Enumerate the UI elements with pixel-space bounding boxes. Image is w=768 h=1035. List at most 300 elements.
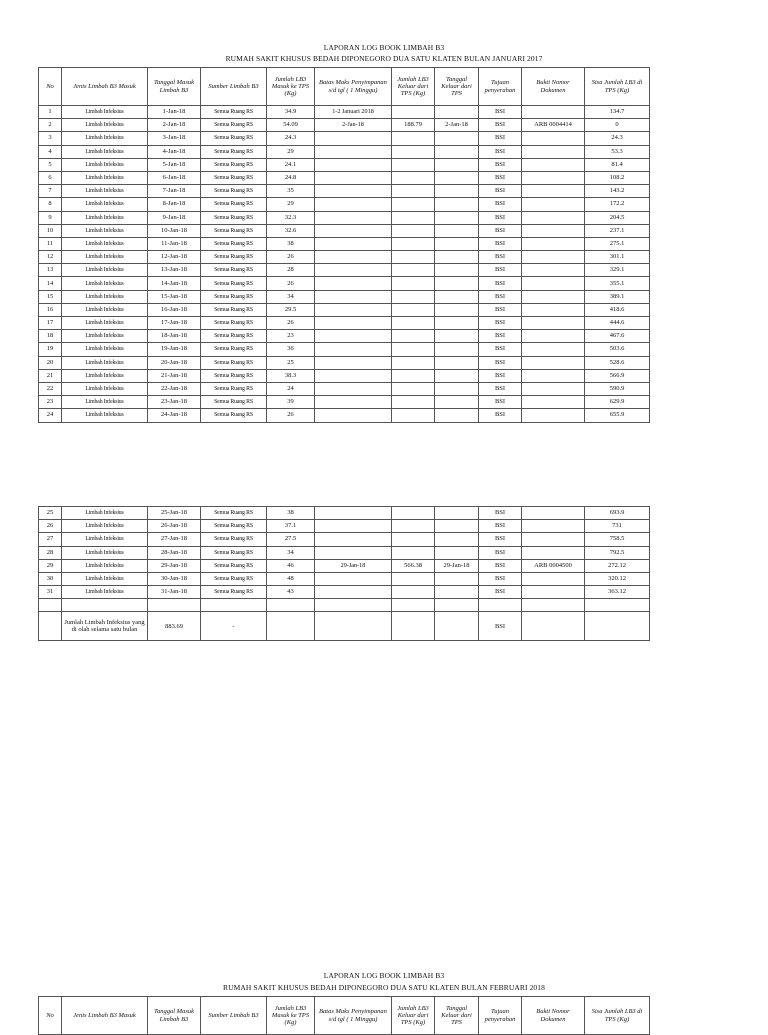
cell-amount-in: 43 <box>267 586 315 599</box>
cell-date-out <box>435 237 479 250</box>
cell-date-in: 20-Jan-18 <box>148 356 201 369</box>
table-header-row <box>39 997 650 1035</box>
cell-storage-limit <box>315 572 392 585</box>
cell-document-no <box>522 382 585 395</box>
cell-date-in: 28-Jan-18 <box>148 546 201 559</box>
cell-source: Semua Ruang RS <box>201 382 267 395</box>
cell-remaining: 355.1 <box>585 277 650 290</box>
cell-remaining: 204.5 <box>585 211 650 224</box>
cell-no: 6 <box>39 171 62 184</box>
cell-destination: BSI <box>479 369 522 382</box>
cell-date-in: 16-Jan-18 <box>148 303 201 316</box>
cell-destination: BSI <box>479 106 522 119</box>
cell-remaining: 53.3 <box>585 145 650 158</box>
cell-waste-type: Limbah Infeksius <box>62 546 148 559</box>
cell-amount-out <box>392 343 435 356</box>
table-row <box>39 145 650 158</box>
table-row <box>39 251 650 264</box>
cell-destination: BSI <box>479 586 522 599</box>
cell-source: Semua Ruang RS <box>201 185 267 198</box>
cell-waste-type: Limbah Infeksius <box>62 198 148 211</box>
total-row <box>39 612 650 641</box>
cell-waste-type: Limbah Infeksius <box>62 507 148 520</box>
cell-document-no: ARB 0004500 <box>522 559 585 572</box>
header-waste-type: Jenis Limbah B3 Masuk <box>62 68 148 106</box>
report-subtitle-february: RUMAH SAKIT KHUSUS BEDAH DIPONEGORO DUA SATU KLATEN BULAN FEBRUARI 2018 <box>223 983 545 992</box>
table-row <box>39 171 650 184</box>
cell-document-no <box>522 356 585 369</box>
cell-storage-limit <box>315 507 392 520</box>
total-destination: BSI <box>479 612 522 641</box>
cell-source: Semua Ruang RS <box>201 106 267 119</box>
cell-storage-limit <box>315 317 392 330</box>
cell-source: Semua Ruang RS <box>201 303 267 316</box>
cell-amount-out <box>392 330 435 343</box>
cell-source: Semua Ruang RS <box>201 132 267 145</box>
cell-source: Semua Ruang RS <box>201 559 267 572</box>
cell-destination: BSI <box>479 507 522 520</box>
cell-source: Semua Ruang RS <box>201 396 267 409</box>
cell-amount-out <box>392 382 435 395</box>
cell-no: 19 <box>39 343 62 356</box>
cell-remaining: 275.1 <box>585 237 650 250</box>
cell-amount-in: 36 <box>267 343 315 356</box>
cell-date-in: 8-Jan-18 <box>148 198 201 211</box>
header-destination: Tujuan penyerahan <box>479 68 522 106</box>
cell-remaining: 134.7 <box>585 106 650 119</box>
cell-amount-out <box>392 533 435 546</box>
cell-no: 22 <box>39 382 62 395</box>
cell-storage-limit <box>315 158 392 171</box>
cell-waste-type: Limbah Infeksius <box>62 317 148 330</box>
cell-amount-out <box>392 264 435 277</box>
cell-storage-limit <box>315 409 392 422</box>
cell-date-in: 10-Jan-18 <box>148 224 201 237</box>
cell-amount-in: 34 <box>267 290 315 303</box>
cell-no: 15 <box>39 290 62 303</box>
cell-date-in: 5-Jan-18 <box>148 158 201 171</box>
header-remaining: Sisa Jumlah LB3 di TPS (Kg) <box>585 68 650 106</box>
cell-no: 9 <box>39 211 62 224</box>
cell-waste-type: Limbah Infeksius <box>62 520 148 533</box>
cell-document-no <box>522 586 585 599</box>
cell-storage-limit <box>315 546 392 559</box>
cell-destination: BSI <box>479 132 522 145</box>
cell-storage-limit <box>315 277 392 290</box>
cell-storage-limit <box>315 211 392 224</box>
table-row <box>39 119 650 132</box>
cell-waste-type: Limbah Infeksius <box>62 224 148 237</box>
cell-source: Semua Ruang RS <box>201 369 267 382</box>
cell-source: Semua Ruang RS <box>201 198 267 211</box>
cell-destination: BSI <box>479 317 522 330</box>
cell-date-in: 7-Jan-18 <box>148 185 201 198</box>
header-amount-in: Jumlah LB3 Masuk ke TPS (Kg) <box>267 997 315 1035</box>
cell-date-in: 4-Jan-18 <box>148 145 201 158</box>
cell-storage-limit <box>315 382 392 395</box>
cell-waste-type: Limbah Infeksius <box>62 106 148 119</box>
cell-amount-out <box>392 409 435 422</box>
cell-source: Semua Ruang RS <box>201 290 267 303</box>
cell-document-no <box>522 330 585 343</box>
table-row <box>39 303 650 316</box>
cell-waste-type: Limbah Infeksius <box>62 303 148 316</box>
cell-destination: BSI <box>479 198 522 211</box>
cell-amount-in: 24 <box>267 382 315 395</box>
cell-document-no <box>522 369 585 382</box>
cell-document-no: ARB 0004414 <box>522 119 585 132</box>
cell-waste-type: Limbah Infeksius <box>62 290 148 303</box>
cell-amount-out <box>392 586 435 599</box>
cell-destination: BSI <box>479 290 522 303</box>
cell-source: Semua Ruang RS <box>201 533 267 546</box>
cell-destination: BSI <box>479 237 522 250</box>
cell-storage-limit <box>315 586 392 599</box>
cell-source: Semua Ruang RS <box>201 356 267 369</box>
cell-amount-out: 188.79 <box>392 119 435 132</box>
cell-no: 11 <box>39 237 62 250</box>
cell-source: Semua Ruang RS <box>201 119 267 132</box>
cell-remaining: 528.6 <box>585 356 650 369</box>
cell-amount-out <box>392 185 435 198</box>
cell-document-no <box>522 572 585 585</box>
cell-amount-in: 25 <box>267 356 315 369</box>
cell-no: 20 <box>39 356 62 369</box>
cell-no: 29 <box>39 559 62 572</box>
cell-destination: BSI <box>479 119 522 132</box>
cell-destination: BSI <box>479 277 522 290</box>
cell-amount-in: 32.6 <box>267 224 315 237</box>
header-storage-limit: Batas Maks Penyimpanan s/d tgl ( 1 Minggu) <box>315 68 392 106</box>
table-row <box>39 330 650 343</box>
cell-storage-limit: 29-Jan-18 <box>315 559 392 572</box>
cell-source: Semua Ruang RS <box>201 520 267 533</box>
cell-remaining: 237.1 <box>585 224 650 237</box>
table-row <box>39 382 650 395</box>
cell-no: 27 <box>39 533 62 546</box>
report-title-february: LAPORAN LOG BOOK LIMBAH B3 <box>323 971 445 980</box>
cell-document-no <box>522 158 585 171</box>
cell-document-no <box>522 132 585 145</box>
cell-no: 25 <box>39 507 62 520</box>
table-row <box>39 409 650 422</box>
cell-remaining: 655.9 <box>585 409 650 422</box>
cell-source: Semua Ruang RS <box>201 409 267 422</box>
cell-date-out <box>435 330 479 343</box>
cell-source: Semua Ruang RS <box>201 237 267 250</box>
cell-date-in: 15-Jan-18 <box>148 290 201 303</box>
cell-destination: BSI <box>479 559 522 572</box>
cell-date-out <box>435 507 479 520</box>
header-no: No <box>39 68 62 106</box>
header-source: Sumber Limbah B3 <box>201 997 267 1035</box>
cell-remaining: 389.1 <box>585 290 650 303</box>
cell-remaining: 629.9 <box>585 396 650 409</box>
cell-amount-in: 23 <box>267 330 315 343</box>
cell-remaining: 108.2 <box>585 171 650 184</box>
header-remaining: Sisa Jumlah LB3 di TPS (Kg) <box>585 997 650 1035</box>
cell-no: 7 <box>39 185 62 198</box>
cell-source: Semua Ruang RS <box>201 171 267 184</box>
cell-storage-limit: 2-Jan-18 <box>315 119 392 132</box>
cell-destination: BSI <box>479 572 522 585</box>
cell-destination: BSI <box>479 520 522 533</box>
table-row <box>39 546 650 559</box>
cell-remaining: 172.2 <box>585 198 650 211</box>
cell-destination: BSI <box>479 382 522 395</box>
cell-waste-type: Limbah Infeksius <box>62 132 148 145</box>
cell-date-in: 6-Jan-18 <box>148 171 201 184</box>
cell-destination: BSI <box>479 145 522 158</box>
table-row <box>39 356 650 369</box>
cell-document-no <box>522 145 585 158</box>
table-row <box>39 290 650 303</box>
table-row <box>39 343 650 356</box>
cell-date-in: 31-Jan-18 <box>148 586 201 599</box>
cell-amount-out <box>392 572 435 585</box>
cell-document-no <box>522 533 585 546</box>
cell-amount-in: 26 <box>267 409 315 422</box>
report-title: LAPORAN LOG BOOK LIMBAH B3 <box>323 43 445 52</box>
cell-waste-type: Limbah Infeksius <box>62 572 148 585</box>
cell-waste-type: Limbah Infeksius <box>62 145 148 158</box>
cell-storage-limit <box>315 171 392 184</box>
cell-date-in: 1-Jan-18 <box>148 106 201 119</box>
log-table-january <box>38 67 650 423</box>
header-amount-out: Jumlah LB3 Keluar dari TPS (Kg) <box>392 997 435 1035</box>
cell-amount-out <box>392 356 435 369</box>
cell-amount-out <box>392 303 435 316</box>
header-date-in: Tanggal Masuk Limbah B3 <box>148 68 201 106</box>
cell-remaining: 731 <box>585 520 650 533</box>
cell-destination: BSI <box>479 330 522 343</box>
table-row <box>39 559 650 572</box>
total-source: - <box>201 612 267 641</box>
cell-storage-limit <box>315 343 392 356</box>
cell-document-no <box>522 409 585 422</box>
cell-date-in: 2-Jan-18 <box>148 119 201 132</box>
cell-amount-out <box>392 198 435 211</box>
cell-remaining: 444.6 <box>585 317 650 330</box>
cell-source: Semua Ruang RS <box>201 224 267 237</box>
header-date-in: Tanggal Masuk Limbah B3 <box>148 997 201 1035</box>
cell-no: 28 <box>39 546 62 559</box>
table-row <box>39 586 650 599</box>
cell-remaining: 363.12 <box>585 586 650 599</box>
cell-date-out <box>435 343 479 356</box>
cell-date-out <box>435 277 479 290</box>
cell-amount-out <box>392 145 435 158</box>
header-no: No <box>39 997 62 1035</box>
cell-waste-type: Limbah Infeksius <box>62 251 148 264</box>
report-subtitle: RUMAH SAKIT KHUSUS BEDAH DIPONEGORO DUA SATU KLATEN BULAN JANUARI 2017 <box>225 54 543 63</box>
cell-date-in: 30-Jan-18 <box>148 572 201 585</box>
cell-no: 18 <box>39 330 62 343</box>
cell-amount-out <box>392 158 435 171</box>
cell-waste-type: Limbah Infeksius <box>62 185 148 198</box>
cell-destination: BSI <box>479 264 522 277</box>
cell-remaining: 503.6 <box>585 343 650 356</box>
cell-amount-in: 26 <box>267 251 315 264</box>
cell-document-no <box>522 106 585 119</box>
header-date-out: Tanggal Keluar dari TPS <box>435 68 479 106</box>
cell-no: 2 <box>39 119 62 132</box>
cell-amount-in: 26 <box>267 277 315 290</box>
cell-document-no <box>522 277 585 290</box>
cell-date-out <box>435 546 479 559</box>
cell-document-no <box>522 520 585 533</box>
cell-amount-in: 48 <box>267 572 315 585</box>
cell-amount-out <box>392 520 435 533</box>
cell-source: Semua Ruang RS <box>201 145 267 158</box>
header-date-out: Tanggal Keluar dari TPS <box>435 997 479 1035</box>
cell-no: 21 <box>39 369 62 382</box>
cell-date-in: 19-Jan-18 <box>148 343 201 356</box>
cell-waste-type: Limbah Infeksius <box>62 382 148 395</box>
cell-document-no <box>522 264 585 277</box>
cell-destination: BSI <box>479 303 522 316</box>
header-amount-out: Jumlah LB3 Keluar dari TPS (Kg) <box>392 68 435 106</box>
cell-source: Semua Ruang RS <box>201 572 267 585</box>
cell-remaining: 320.12 <box>585 572 650 585</box>
cell-storage-limit <box>315 290 392 303</box>
cell-waste-type: Limbah Infeksius <box>62 171 148 184</box>
table-row <box>39 224 650 237</box>
cell-amount-out <box>392 317 435 330</box>
cell-source: Semua Ruang RS <box>201 251 267 264</box>
cell-source: Semua Ruang RS <box>201 586 267 599</box>
cell-date-out <box>435 369 479 382</box>
table-row <box>39 277 650 290</box>
cell-amount-in: 38.3 <box>267 369 315 382</box>
cell-amount-out <box>392 277 435 290</box>
total-label: Jumlah Limbah Infeksius yang di olah selama satu bulan <box>62 612 148 641</box>
cell-source: Semua Ruang RS <box>201 507 267 520</box>
cell-storage-limit: 1-2 Januari 2018 <box>315 106 392 119</box>
table-row <box>39 198 650 211</box>
cell-date-out <box>435 106 479 119</box>
cell-date-in: 22-Jan-18 <box>148 382 201 395</box>
cell-amount-in: 34.9 <box>267 106 315 119</box>
cell-date-out: 29-Jan-18 <box>435 559 479 572</box>
cell-source: Semua Ruang RS <box>201 277 267 290</box>
cell-storage-limit <box>315 251 392 264</box>
table-row <box>39 158 650 171</box>
cell-no: 1 <box>39 106 62 119</box>
cell-no: 14 <box>39 277 62 290</box>
cell-waste-type: Limbah Infeksius <box>62 237 148 250</box>
cell-date-out <box>435 409 479 422</box>
cell-storage-limit <box>315 185 392 198</box>
header-amount-in: Jumlah LB3 Masuk ke TPS (Kg) <box>267 68 315 106</box>
log-table-february <box>38 996 650 1035</box>
cell-amount-in: 28 <box>267 264 315 277</box>
cell-document-no <box>522 507 585 520</box>
blank-row <box>39 599 650 612</box>
header-storage-limit: Batas Maks Penyimpanan s/d tgl ( 1 Minggu) <box>315 997 392 1035</box>
cell-document-no <box>522 211 585 224</box>
cell-amount-in: 54.09 <box>267 119 315 132</box>
cell-storage-limit <box>315 198 392 211</box>
cell-date-out <box>435 211 479 224</box>
cell-document-no <box>522 317 585 330</box>
table-row <box>39 396 650 409</box>
cell-destination: BSI <box>479 171 522 184</box>
cell-destination: BSI <box>479 356 522 369</box>
cell-storage-limit <box>315 237 392 250</box>
cell-no: 13 <box>39 264 62 277</box>
table-body-page2 <box>39 507 650 599</box>
table-row <box>39 572 650 585</box>
cell-amount-out <box>392 396 435 409</box>
cell-date-in: 14-Jan-18 <box>148 277 201 290</box>
cell-amount-out: 566.38 <box>392 559 435 572</box>
total-amount: 883.69 <box>148 612 201 641</box>
cell-amount-in: 24.8 <box>267 171 315 184</box>
cell-amount-out <box>392 507 435 520</box>
cell-document-no <box>522 303 585 316</box>
cell-date-out <box>435 171 479 184</box>
cell-storage-limit <box>315 145 392 158</box>
cell-remaining: 143.2 <box>585 185 650 198</box>
header-document-no: Bukti Nomor Dokumen <box>522 68 585 106</box>
cell-no: 4 <box>39 145 62 158</box>
cell-document-no <box>522 224 585 237</box>
cell-storage-limit <box>315 264 392 277</box>
table-row <box>39 106 650 119</box>
cell-date-in: 25-Jan-18 <box>148 507 201 520</box>
cell-storage-limit <box>315 132 392 145</box>
cell-source: Semua Ruang RS <box>201 264 267 277</box>
cell-source: Semua Ruang RS <box>201 211 267 224</box>
cell-date-in: 13-Jan-18 <box>148 264 201 277</box>
cell-source: Semua Ruang RS <box>201 343 267 356</box>
log-table-january-continued <box>38 506 650 641</box>
cell-date-out <box>435 382 479 395</box>
table-row <box>39 507 650 520</box>
cell-date-out <box>435 145 479 158</box>
cell-date-in: 9-Jan-18 <box>148 211 201 224</box>
table-row <box>39 533 650 546</box>
cell-no: 16 <box>39 303 62 316</box>
cell-storage-limit <box>315 330 392 343</box>
cell-no: 12 <box>39 251 62 264</box>
cell-destination: BSI <box>479 251 522 264</box>
cell-storage-limit <box>315 224 392 237</box>
cell-date-out <box>435 251 479 264</box>
table-body-page1 <box>39 106 650 423</box>
cell-remaining: 758.5 <box>585 533 650 546</box>
cell-waste-type: Limbah Infeksius <box>62 119 148 132</box>
table-header-row <box>39 68 650 106</box>
cell-date-out <box>435 356 479 369</box>
cell-date-in: 27-Jan-18 <box>148 533 201 546</box>
cell-storage-limit <box>315 303 392 316</box>
cell-amount-in: 29.5 <box>267 303 315 316</box>
cell-document-no <box>522 546 585 559</box>
cell-date-out <box>435 158 479 171</box>
cell-waste-type: Limbah Infeksius <box>62 330 148 343</box>
cell-date-out <box>435 264 479 277</box>
cell-amount-in: 24.3 <box>267 132 315 145</box>
cell-amount-in: 29 <box>267 145 315 158</box>
cell-date-out: 2-Jan-18 <box>435 119 479 132</box>
cell-date-in: 26-Jan-18 <box>148 520 201 533</box>
cell-date-out <box>435 572 479 585</box>
cell-date-out <box>435 290 479 303</box>
cell-document-no <box>522 198 585 211</box>
cell-no: 24 <box>39 409 62 422</box>
